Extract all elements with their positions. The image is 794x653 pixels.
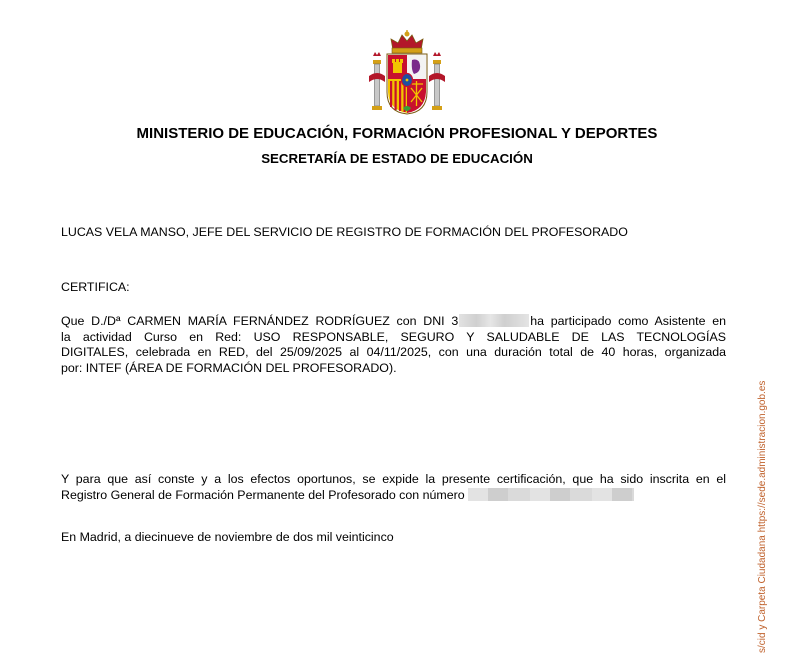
side-verification-text: s/cid y Carpeta Ciudadana https://sede.administracion.gob.es [757, 380, 768, 653]
certifica-label: CERTIFICA: [61, 280, 130, 294]
redacted-dni [459, 314, 529, 327]
certificate-line-1-start: Que D./Dª CARMEN MARÍA FERNÁNDEZ RODRÍGUEZ con DNI 3 [61, 314, 459, 328]
spain-coat-of-arms-icon [367, 30, 447, 116]
place-date: En Madrid, a diecinueve de noviembre de dos mil veinticinco [61, 530, 394, 544]
certificate-line-3: DIGITALES, celebrada en RED, del 25/09/2025 al 04/11/2025, con una duración total de 40 horas, organizada [61, 345, 726, 359]
closing-line-2 [61, 488, 726, 504]
certificate-line-2: la actividad Curso en Red: USO RESPONSABLE, SEGURO Y SALUDABLE DE LAS TECNOLOGÍAS [61, 329, 726, 344]
closing-line-1: Y para que así conste y a los efectos oportunos, se expide la presente certificación, que ha sido inscrita en el [61, 472, 726, 486]
certificate-line-1 [61, 314, 726, 330]
ministry-name: MINISTERIO DE EDUCACIÓN, FORMACIÓN PROFESIONAL Y DEPORTES [136, 125, 658, 142]
certificate-line-1-end: ha participado como Asistente en [530, 314, 726, 328]
secretariat-name: SECRETARÍA DE ESTADO DE EDUCACIÓN [261, 151, 533, 166]
certificate-paragraph [61, 314, 726, 376]
signer-line: LUCAS VELA MANSO, JEFE DEL SERVICIO DE REGISTRO DE FORMACIÓN DEL PROFESORADO [61, 225, 628, 239]
certificate-line-4: por: INTEF (ÁREA DE FORMACIÓN DEL PROFESORADO). [61, 360, 397, 375]
redacted-registration-number [468, 488, 634, 501]
closing-paragraph [61, 472, 726, 503]
closing-line-2-text: Registro General de Formación Permanente del Profesorado con número [61, 487, 465, 502]
